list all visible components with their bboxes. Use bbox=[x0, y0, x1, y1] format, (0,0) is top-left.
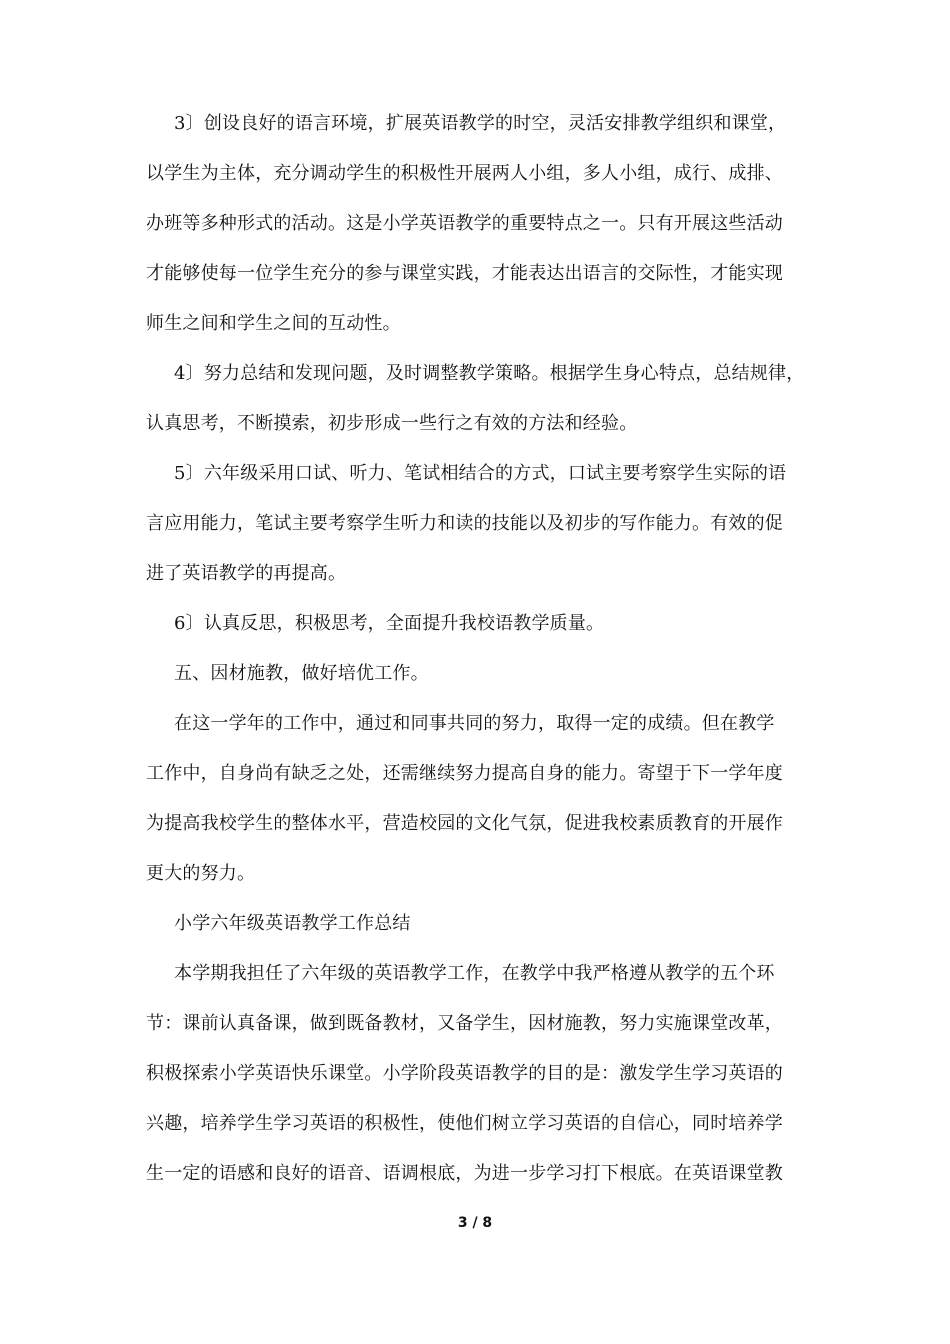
section-heading-5: 五、因材施教，做好培优工作。 bbox=[174, 663, 429, 684]
paragraph-5-line-3: 进了英语教学的再提高。 bbox=[146, 563, 347, 584]
paragraph-3-line-3: 办班等多种形式的活动。这是小学英语教学的重要特点之一。只有开展这些活动 bbox=[146, 213, 783, 234]
summary-paragraph-line-3: 为提高我校学生的整体水平，营造校园的文化气氛，促进我校素质教育的开展作 bbox=[146, 813, 783, 834]
intro-paragraph-line-2: 节：课前认真备课，做到既备教材，又备学生，因材施教，努力实施课堂改革， bbox=[146, 1013, 783, 1034]
paragraph-5-line-2: 言应用能力，笔试主要考察学生听力和读的技能以及初步的写作能力。有效的促 bbox=[146, 513, 783, 534]
paragraph-5-line-1: 5〕六年级采用口试、听力、笔试相结合的方式，口试主要考察学生实际的语 bbox=[174, 463, 787, 484]
intro-paragraph-line-5: 生一定的语感和良好的语音、语调根底，为进一步学习打下根底。在英语课堂教 bbox=[146, 1163, 783, 1184]
paragraph-4-line-1: 4〕努力总结和发现问题，及时调整教学策略。根据学生身心特点，总结规律， bbox=[174, 363, 805, 384]
paragraph-6-line-1: 6〕认真反思，积极思考，全面提升我校语教学质量。 bbox=[174, 613, 605, 634]
intro-paragraph-line-3: 积极探索小学英语快乐课堂。小学阶段英语教学的目的是：激发学生学习英语的 bbox=[146, 1063, 783, 1084]
paragraph-3-line-2: 以学生为主体，充分调动学生的积极性开展两人小组，多人小组，成行、成排、 bbox=[146, 163, 783, 184]
article-title: 小学六年级英语教学工作总结 bbox=[174, 913, 411, 934]
paragraph-4-line-2: 认真思考，不断摸索，初步形成一些行之有效的方法和经验。 bbox=[146, 413, 638, 434]
summary-paragraph-line-1: 在这一学年的工作中，通过和同事共同的努力，取得一定的成绩。但在教学 bbox=[174, 713, 775, 734]
intro-paragraph-line-1: 本学期我担任了六年级的英语教学工作，在教学中我严格遵从教学的五个环 bbox=[174, 963, 775, 984]
paragraph-3-line-4: 才能够使每一位学生充分的参与课堂实践，才能表达出语言的交际性，才能实现 bbox=[146, 263, 783, 284]
page-number: 3 / 8 bbox=[457, 1215, 493, 1231]
paragraph-3-line-1: 3〕创设良好的语言环境，扩展英语教学的时空，灵活安排教学组织和课堂， bbox=[174, 113, 787, 134]
summary-paragraph-line-4: 更大的努力。 bbox=[146, 863, 256, 884]
intro-paragraph-line-4: 兴趣，培养学生学习英语的积极性，使他们树立学习英语的自信心，同时培养学 bbox=[146, 1113, 783, 1134]
paragraph-3-line-5: 师生之间和学生之间的互动性。 bbox=[146, 313, 401, 334]
summary-paragraph-line-2: 工作中，自身尚有缺乏之处，还需继续努力提高自身的能力。寄望于下一学年度 bbox=[146, 763, 783, 784]
